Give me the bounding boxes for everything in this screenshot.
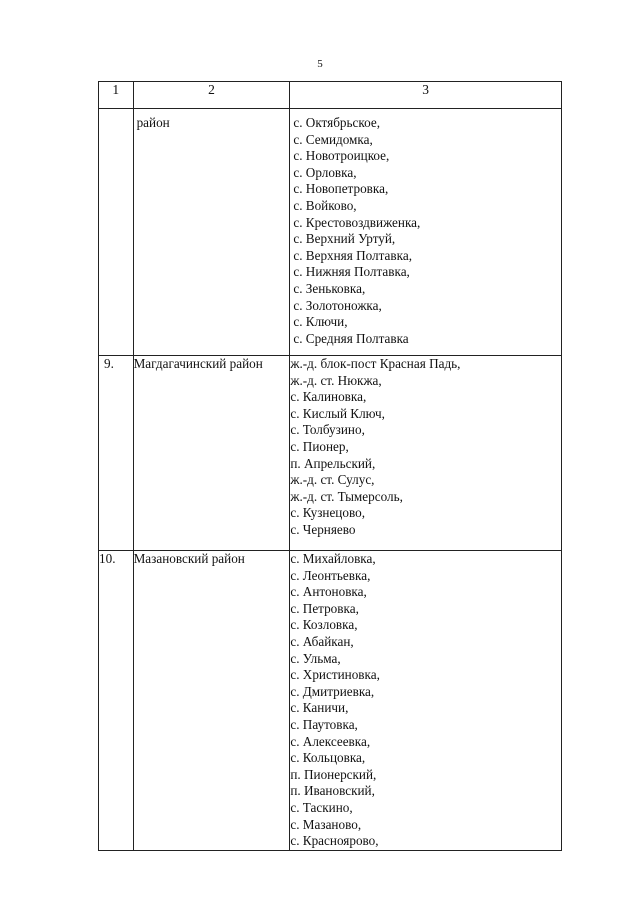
settlement-item: с. Семидомка,	[293, 131, 373, 147]
settlement-item: с. Ульма,	[290, 650, 341, 666]
settlement-item: с. Кислый Ключ,	[290, 405, 385, 421]
settlement-item: с. Новопетровка,	[293, 181, 389, 197]
settlement-item: с. Паутовка,	[290, 716, 358, 732]
settlement-item: с. Петровка,	[290, 600, 359, 616]
settlement-item: с. Христиновка,	[290, 667, 380, 683]
header-col-1: 1	[99, 82, 134, 109]
settlement-item: с. Золотоножка,	[293, 297, 382, 313]
settlement-item: п. Апрельский,	[290, 455, 376, 471]
page-number: 5	[317, 58, 323, 70]
settlement-list	[290, 356, 561, 539]
settlement-item: с. Нижняя Полтавка,	[293, 264, 410, 280]
settlement-item: ж.-д. ст. Нюкжа,	[290, 372, 382, 388]
settlement-list-cell	[290, 356, 562, 551]
settlement-item: с. Верхняя Полтавка,	[293, 247, 412, 263]
settlement-list-cell	[290, 109, 562, 356]
settlement-item: ж.-д. блок-пост Красная Падь,	[290, 356, 461, 371]
settlement-item: с. Леонтьевка,	[290, 567, 371, 583]
settlement-item: ж.-д. ст. Сулус,	[290, 472, 375, 488]
table-row	[99, 551, 562, 851]
settlement-item: с. Войково,	[293, 197, 357, 213]
settlement-list	[293, 115, 561, 347]
settlement-item: с. Зеньковка,	[293, 280, 366, 296]
district-name: Магдагачинский район	[133, 356, 290, 551]
header-col-2: 2	[133, 82, 290, 109]
table-row	[99, 109, 562, 356]
settlement-item: с. Красноярово,	[290, 833, 379, 849]
settlement-item: с. Каничи,	[290, 700, 349, 716]
district-name: Мазановский район	[133, 551, 290, 851]
row-number	[99, 109, 134, 356]
settlement-item: с. Черняево	[290, 521, 356, 537]
settlement-item: с. Мазаново,	[290, 816, 362, 832]
settlement-item: с. Козловка,	[290, 617, 358, 633]
table-row	[99, 356, 562, 551]
settlement-item: с. Новотроицкое,	[293, 148, 390, 164]
settlement-item: с. Кольцовка,	[290, 750, 366, 766]
settlement-item: с. Пионер,	[290, 438, 349, 454]
settlement-item: с. Калиновка,	[290, 389, 367, 405]
settlement-item: с. Михайловка,	[290, 551, 376, 566]
header-col-3: 3	[290, 82, 562, 109]
settlements-table	[98, 81, 562, 851]
settlement-item: с. Антоновка,	[290, 584, 367, 600]
settlement-item: с. Крестовоздвиженка,	[293, 214, 421, 230]
row-number: 10.	[99, 551, 134, 851]
settlement-item: п. Пионерский,	[290, 766, 377, 782]
settlement-item: с. Абайкан,	[290, 633, 354, 649]
settlement-item: с. Ключи,	[293, 314, 348, 330]
settlement-list-cell	[290, 551, 562, 851]
settlement-item: с. Таскино,	[290, 799, 353, 815]
settlement-item: с. Средняя Полтавка	[293, 330, 409, 346]
row-number: 9.	[99, 356, 134, 551]
settlement-item: ж.-д. ст. Тымерсоль,	[290, 488, 403, 504]
settlement-item: с. Толбузино,	[290, 422, 365, 438]
settlement-item: с. Октябрьское,	[293, 115, 381, 130]
settlement-item: с. Кузнецово,	[290, 505, 365, 521]
district-name: район	[133, 109, 290, 356]
settlement-list	[290, 551, 561, 850]
settlement-item: с. Алексеевка,	[290, 733, 371, 749]
settlement-item: п. Ивановский,	[290, 783, 375, 799]
table-header-row	[99, 82, 562, 109]
settlement-item: с. Верхний Уртуй,	[293, 231, 396, 247]
settlement-item: с. Дмитриевка,	[290, 683, 375, 699]
settlement-item: с. Орловка,	[293, 164, 357, 180]
